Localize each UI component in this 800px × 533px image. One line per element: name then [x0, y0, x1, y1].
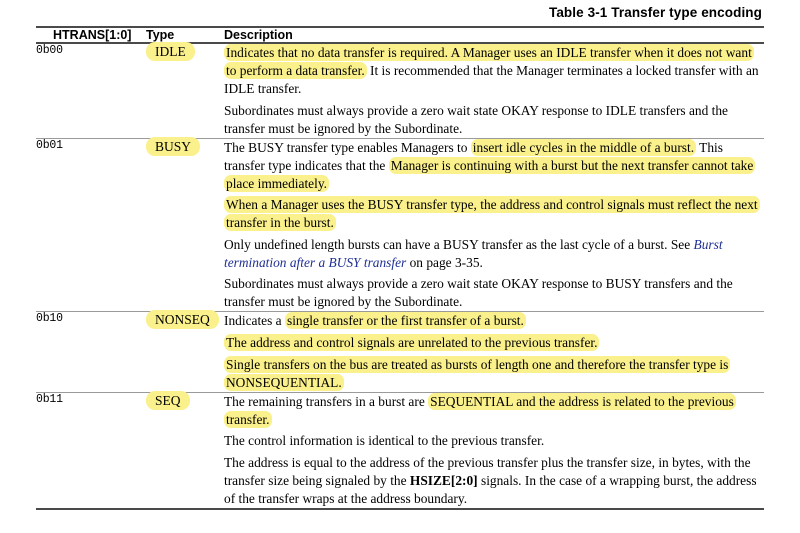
body-text: Subordinates must always provide a zero wait state OKAY response to IDLE transfers and the transfer must be ignored by the Subordinate. [224, 102, 729, 136]
transfer-code-cell: 0b10 [36, 312, 63, 326]
table-bottom-rule [36, 508, 764, 510]
table-row [36, 139, 764, 312]
column-header-type: Type [146, 28, 175, 42]
description-paragraph [224, 102, 764, 138]
transfer-description-cell [224, 44, 764, 138]
body-text: This transfer type indicates that the [224, 139, 723, 173]
body-text: The remaining transfers in a burst are [224, 393, 429, 409]
description-paragraph [224, 356, 764, 392]
body-text: Indicates a [224, 313, 285, 329]
table-body [36, 42, 764, 508]
highlighted-text: SEQUENTIAL and the address is related to the previous transfer. [226, 393, 734, 427]
transfer-type-cell [146, 312, 224, 391]
transfer-type-label: IDLE [146, 42, 195, 61]
transfer-type-label: BUSY [146, 137, 200, 156]
description-paragraph [224, 393, 764, 429]
highlighted-text: insert idle cycles in the middle of a burst. [472, 139, 695, 155]
highlighted-text: single transfer or the first transfer of a burst. [286, 313, 524, 329]
highlighted-text: Single transfers on the bus are treated as bursts of length one and therefore the transfer type is NONSEQUENTIAL. [226, 356, 729, 390]
body-text: The control information is identical to the previous transfer. [224, 433, 545, 449]
transfer-type-cell [146, 139, 224, 312]
highlighted-text: The address and control signals are unrelated to the previous transfer. [226, 334, 598, 350]
transfer-type-cell [146, 393, 224, 508]
body-text: Subordinates must always provide a zero wait state OKAY response to BUSY transfers and the transfer must be ignored by the Subordinate. [224, 276, 733, 310]
transfer-description-cell [224, 312, 764, 391]
transfer-code-cell: 0b11 [36, 392, 63, 406]
description-paragraph [224, 312, 764, 330]
transfer-description-cell [224, 139, 764, 312]
transfer-code-cell: 0b00 [36, 44, 63, 57]
table-header-row [36, 28, 764, 42]
column-header-htrans: HTRANS[1:0] [53, 28, 132, 42]
body-text: The address is equal to the address of the previous transfer plus the transfer size, in bytes, with the transfer size being signaled by the [224, 454, 751, 488]
description-paragraph [224, 334, 764, 352]
description-paragraph [224, 432, 764, 450]
transfer-type-table [36, 28, 764, 508]
table-row [36, 44, 764, 138]
transfer-description-cell [224, 393, 764, 508]
body-text: Only undefined length bursts can have a BUSY transfer as the last cycle of a burst. See [224, 236, 694, 252]
transfer-type-cell [146, 44, 224, 138]
table-row [36, 312, 764, 391]
body-text: on page 3-35. [406, 254, 483, 270]
description-paragraph [224, 236, 764, 272]
highlighted-text: When a Manager uses the BUSY transfer type, the address and control signals must reflect the next transfer in the burst. [226, 197, 758, 231]
description-paragraph [224, 454, 764, 508]
description-paragraph [224, 44, 764, 98]
cross-reference-link[interactable]: Burst termination after a BUSY transfer [224, 236, 723, 270]
body-text: The BUSY transfer type enables Managers to [224, 139, 471, 155]
column-header-description: Description [224, 28, 293, 42]
body-text: It is recommended that the Manager terminates a locked transfer with an IDLE transfer. [224, 63, 759, 97]
description-paragraph [224, 275, 764, 311]
table-caption: Table 3-1 Transfer type encoding [548, 5, 762, 20]
highlighted-text: Manager is continuing with a burst but the next transfer cannot take place immediately. [226, 157, 754, 191]
transfer-type-label: SEQ [146, 391, 190, 410]
table-row [36, 393, 764, 508]
transfer-code-cell: 0b01 [36, 138, 63, 152]
highlighted-text: Indicates that no data transfer is required. A Manager uses an IDLE transfer when it does not want to perform a data transfer. [226, 45, 752, 79]
body-text: signals. In the case of a wrapping burst, the address of the transfer wraps at the address boundary. [224, 472, 757, 506]
transfer-type-label: NONSEQ [146, 310, 219, 329]
signal-name: HSIZE[2:0] [409, 472, 478, 488]
description-paragraph [224, 139, 764, 193]
description-paragraph [224, 196, 764, 232]
